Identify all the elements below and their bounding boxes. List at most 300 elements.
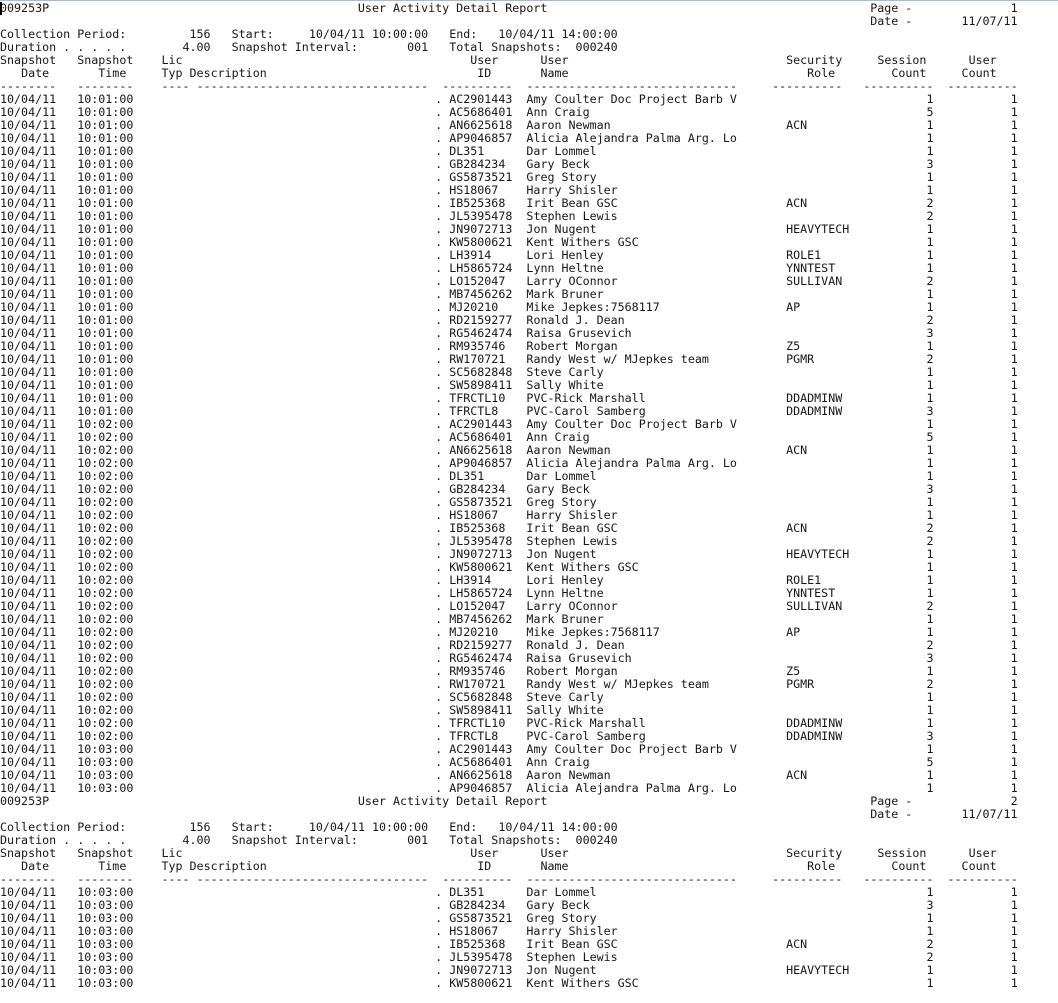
separator-dashes: ------------------------------ [526, 79, 737, 93]
user-name-cell: Sally White [526, 378, 604, 392]
user-name-cell: Greg Story [526, 170, 597, 184]
collection-period-value: 156 [189, 27, 211, 41]
user-count-cell: 1 [1010, 755, 1018, 769]
snapshot-time-cell: 10:01:00 [77, 248, 134, 262]
session-count-cell: 1 [926, 287, 934, 301]
session-count-cell: 3 [926, 404, 934, 418]
snapshot-date-cell: 10/04/11 [0, 521, 57, 535]
row-marker-dot: . [435, 521, 443, 535]
security-role-cell: DDADMINW [786, 391, 843, 405]
user-name-cell: Dar Lommel [526, 144, 597, 158]
row-marker-dot: . [435, 703, 443, 717]
user-id-cell: AN6625618 [449, 768, 513, 782]
snapshot-time-cell: 10:01:00 [77, 196, 134, 210]
user-name-cell: Randy West w/ MJepkes team [526, 677, 709, 691]
col-header-user: User [968, 846, 997, 860]
user-name-cell: Mark Bruner [526, 612, 604, 626]
user-count-cell: 1 [1010, 781, 1018, 795]
user-count-cell: 1 [1010, 443, 1018, 457]
session-count-cell: 1 [926, 222, 934, 236]
user-name-cell: Alicia Alejandra Palma Arg. Lo [526, 131, 737, 145]
snapshot-date-cell: 10/04/11 [0, 274, 57, 288]
session-count-cell: 3 [926, 651, 934, 665]
session-count-cell: 1 [926, 183, 934, 197]
snapshot-date-cell: 10/04/11 [0, 690, 57, 704]
user-id-cell: LH3914 [449, 573, 492, 587]
session-count-cell: 3 [926, 326, 934, 340]
snapshot-date-cell: 10/04/11 [0, 456, 57, 470]
user-count-cell: 1 [1010, 196, 1018, 210]
user-id-cell: TFRCTL10 [449, 716, 506, 730]
user-name-cell: Ronald J. Dean [526, 638, 625, 652]
session-count-cell: 5 [926, 430, 934, 444]
session-count-cell: 1 [926, 261, 934, 275]
user-count-cell: 1 [1010, 469, 1018, 483]
user-count-cell: 1 [1010, 677, 1018, 691]
user-count-cell: 1 [1010, 313, 1018, 327]
security-role-cell: ACN [786, 768, 808, 782]
snapshot-date-cell: 10/04/11 [0, 781, 57, 795]
security-role-cell: AP [786, 625, 801, 639]
snapshot-date-cell: 10/04/11 [0, 326, 57, 340]
user-id-cell: MB7456262 [449, 612, 513, 626]
row-marker-dot: . [435, 638, 443, 652]
user-id-cell: SW5898411 [449, 378, 513, 392]
session-count-cell: 1 [926, 456, 934, 470]
user-name-cell: Harry Shisler [526, 924, 618, 938]
row-marker-dot: . [435, 755, 443, 769]
row-marker-dot: . [435, 508, 443, 522]
session-count-cell: 1 [926, 625, 934, 639]
session-count-cell: 1 [926, 573, 934, 587]
col-header-snapshot: Snapshot [0, 53, 57, 67]
session-count-cell: 1 [926, 742, 934, 756]
user-name-cell: Harry Shisler [526, 183, 618, 197]
user-count-cell: 1 [1010, 365, 1018, 379]
snapshot-date-cell: 10/04/11 [0, 716, 57, 730]
snapshot-date-cell: 10/04/11 [0, 560, 57, 574]
row-marker-dot: . [435, 599, 443, 613]
session-count-cell: 1 [926, 339, 934, 353]
snapshot-time-cell: 10:03:00 [77, 950, 134, 964]
col-header-time: Time [98, 66, 127, 80]
collection-period-value: 156 [189, 820, 211, 834]
session-count-cell: 3 [926, 898, 934, 912]
user-count-cell: 1 [1010, 716, 1018, 730]
snapshot-date-cell: 10/04/11 [0, 534, 57, 548]
separator-dashes: ---------- [442, 79, 513, 93]
user-count-cell: 1 [1010, 768, 1018, 782]
security-role-cell: PGMR [786, 677, 815, 691]
snapshot-interval-label: Snapshot Interval: [231, 40, 358, 54]
row-marker-dot: . [435, 950, 443, 964]
col-header-session: Session [877, 846, 927, 860]
snapshot-date-cell: 10/04/11 [0, 248, 57, 262]
snapshot-time-cell: 10:02:00 [77, 729, 134, 743]
user-id-cell: AP9046857 [449, 456, 513, 470]
row-marker-dot: . [435, 196, 443, 210]
user-count-cell: 1 [1010, 599, 1018, 613]
snapshot-time-cell: 10:01:00 [77, 378, 134, 392]
separator-dashes: ---- [161, 79, 190, 93]
snapshot-time-cell: 10:01:00 [77, 118, 134, 132]
user-id-cell: KW5800621 [449, 976, 513, 990]
row-marker-dot: . [435, 287, 443, 301]
col-header-date: Date [21, 859, 50, 873]
user-name-cell: Mike Jepkes:7568117 [526, 300, 660, 314]
user-name-cell: Irit Bean GSC [526, 521, 618, 535]
start-label: Start: [231, 27, 274, 41]
snapshot-date-cell: 10/04/11 [0, 469, 57, 483]
session-count-cell: 1 [926, 131, 934, 145]
user-id-cell: JL5395478 [449, 209, 513, 223]
user-name-cell: PVC-Carol Samberg [526, 404, 646, 418]
col-header-user: User [540, 846, 569, 860]
user-id-cell: JN9072713 [449, 547, 513, 561]
snapshot-date-cell: 10/04/11 [0, 287, 57, 301]
snapshot-date-cell: 10/04/11 [0, 417, 57, 431]
separator-dashes: ------------------------------ [526, 872, 737, 886]
session-count-cell: 2 [926, 950, 934, 964]
user-count-cell: 1 [1010, 963, 1018, 977]
session-count-cell: 1 [926, 612, 934, 626]
page-number: 1 [1010, 1, 1018, 15]
snapshot-date-cell: 10/04/11 [0, 196, 57, 210]
user-name-cell: Larry OConnor [526, 599, 618, 613]
session-count-cell: 3 [926, 157, 934, 171]
user-name-cell: PVC-Carol Samberg [526, 729, 646, 743]
snapshot-time-cell: 10:01:00 [77, 300, 134, 314]
snapshot-date-cell: 10/04/11 [0, 495, 57, 509]
duration-label: Duration . . . . . [0, 833, 127, 847]
user-name-cell: Jon Nugent [526, 222, 597, 236]
user-name-cell: Ronald J. Dean [526, 313, 625, 327]
start-label: Start: [231, 820, 274, 834]
user-id-cell: JN9072713 [449, 963, 513, 977]
snapshot-date-cell: 10/04/11 [0, 612, 57, 626]
row-marker-dot: . [435, 560, 443, 574]
snapshot-date-cell: 10/04/11 [0, 911, 57, 925]
row-marker-dot: . [435, 976, 443, 990]
snapshot-time-cell: 10:01:00 [77, 313, 134, 327]
user-id-cell: JN9072713 [449, 222, 513, 236]
user-name-cell: Dar Lommel [526, 885, 597, 899]
security-role-cell: ACN [786, 118, 808, 132]
user-name-cell: Kent Withers GSC [526, 976, 639, 990]
snapshot-time-cell: 10:01:00 [77, 235, 134, 249]
user-name-cell: Lynn Heltne [526, 586, 604, 600]
date-label: Date - [870, 807, 913, 821]
snapshot-time-cell: 10:03:00 [77, 742, 134, 756]
user-id-cell: SC5682848 [449, 690, 513, 704]
snapshot-date-cell: 10/04/11 [0, 898, 57, 912]
col-header-typ: Typ [161, 66, 183, 80]
user-id-cell: RG5462474 [449, 651, 513, 665]
row-marker-dot: . [435, 716, 443, 730]
user-count-cell: 1 [1010, 144, 1018, 158]
row-marker-dot: . [435, 885, 443, 899]
snapshot-interval-value: 001 [407, 40, 429, 54]
col-header-date: Date [21, 66, 50, 80]
user-name-cell: Randy West w/ MJepkes team [526, 352, 709, 366]
separator-dashes: ---------- [772, 79, 843, 93]
snapshot-time-cell: 10:03:00 [77, 885, 134, 899]
session-count-cell: 1 [926, 690, 934, 704]
snapshot-date-cell: 10/04/11 [0, 703, 57, 717]
user-name-cell: Raisa Grusevich [526, 326, 632, 340]
row-marker-dot: . [435, 157, 443, 171]
session-count-cell: 1 [926, 443, 934, 457]
snapshot-date-cell: 10/04/11 [0, 157, 57, 171]
row-marker-dot: . [435, 300, 443, 314]
session-count-cell: 1 [926, 963, 934, 977]
user-id-cell: AC2901443 [449, 417, 513, 431]
user-id-cell: HS18067 [449, 508, 499, 522]
user-name-cell: Stephen Lewis [526, 209, 618, 223]
user-id-cell: AC5686401 [449, 430, 513, 444]
row-marker-dot: . [435, 313, 443, 327]
snapshot-interval-label: Snapshot Interval: [231, 833, 358, 847]
snapshot-date-cell: 10/04/11 [0, 209, 57, 223]
user-count-cell: 1 [1010, 222, 1018, 236]
user-count-cell: 1 [1010, 131, 1018, 145]
user-name-cell: Steve Carly [526, 690, 604, 704]
user-name-cell: PVC-Rick Marshall [526, 716, 646, 730]
snapshot-time-cell: 10:01:00 [77, 365, 134, 379]
snapshot-time-cell: 10:02:00 [77, 521, 134, 535]
row-marker-dot: . [435, 768, 443, 782]
row-marker-dot: . [435, 417, 443, 431]
snapshot-time-cell: 10:01:00 [77, 326, 134, 340]
user-count-cell: 1 [1010, 417, 1018, 431]
session-count-cell: 3 [926, 482, 934, 496]
session-count-cell: 1 [926, 560, 934, 574]
separator-dashes: ---------- [947, 872, 1018, 886]
session-count-cell: 5 [926, 755, 934, 769]
col-header-snapshot: Snapshot [0, 846, 57, 860]
user-count-cell: 1 [1010, 339, 1018, 353]
user-id-cell: IB525368 [449, 937, 506, 951]
user-id-cell: MJ20210 [449, 300, 499, 314]
snapshot-date-cell: 10/04/11 [0, 352, 57, 366]
snapshot-time-cell: 10:01:00 [77, 274, 134, 288]
security-role-cell: SULLIVAN [786, 274, 843, 288]
snapshot-date-cell: 10/04/11 [0, 365, 57, 379]
col-header-lic: Lic [161, 53, 183, 67]
session-count-cell: 2 [926, 521, 934, 535]
row-marker-dot: . [435, 456, 443, 470]
session-count-cell: 1 [926, 586, 934, 600]
row-marker-dot: . [435, 586, 443, 600]
user-count-cell: 1 [1010, 534, 1018, 548]
separator-dashes: -------- [77, 79, 134, 93]
snapshot-date-cell: 10/04/11 [0, 508, 57, 522]
snapshot-time-cell: 10:01:00 [77, 92, 134, 106]
user-id-cell: AP9046857 [449, 131, 513, 145]
user-count-cell: 1 [1010, 560, 1018, 574]
row-marker-dot: . [435, 690, 443, 704]
snapshot-time-cell: 10:03:00 [77, 898, 134, 912]
row-marker-dot: . [435, 118, 443, 132]
row-marker-dot: . [435, 248, 443, 262]
session-count-cell: 2 [926, 534, 934, 548]
user-id-cell: AN6625618 [449, 443, 513, 457]
snapshot-time-cell: 10:02:00 [77, 690, 134, 704]
user-name-cell: Greg Story [526, 911, 597, 925]
snapshot-time-cell: 10:01:00 [77, 209, 134, 223]
user-name-cell: Steve Carly [526, 365, 604, 379]
row-marker-dot: . [435, 144, 443, 158]
session-count-cell: 1 [926, 768, 934, 782]
separator-dashes: ---------- [947, 79, 1018, 93]
snapshot-time-cell: 10:02:00 [77, 716, 134, 730]
user-id-cell: GB284234 [449, 482, 506, 496]
row-marker-dot: . [435, 443, 443, 457]
start-value: 10/04/11 10:00:00 [308, 27, 429, 41]
user-name-cell: Greg Story [526, 495, 597, 509]
col-header-role: Role [807, 66, 836, 80]
snapshot-time-cell: 10:02:00 [77, 638, 134, 652]
report-title: User Activity Detail Report [357, 794, 548, 808]
security-role-cell: DDADMINW [786, 404, 843, 418]
user-id-cell: AC5686401 [449, 755, 513, 769]
row-marker-dot: . [435, 378, 443, 392]
user-name-cell: PVC-Rick Marshall [526, 391, 646, 405]
row-marker-dot: . [435, 469, 443, 483]
user-id-cell: AN6625618 [449, 118, 513, 132]
user-count-cell: 1 [1010, 573, 1018, 587]
snapshot-time-cell: 10:03:00 [77, 781, 134, 795]
user-name-cell: Robert Morgan [526, 339, 618, 353]
snapshot-date-cell: 10/04/11 [0, 768, 57, 782]
session-count-cell: 2 [926, 209, 934, 223]
collection-period-label: Collection Period: [0, 27, 127, 41]
security-role-cell: Z5 [786, 339, 801, 353]
report-document [0, 2, 1018, 990]
user-count-cell: 1 [1010, 651, 1018, 665]
user-id-cell: DL351 [449, 885, 485, 899]
user-count-cell: 1 [1010, 378, 1018, 392]
user-count-cell: 1 [1010, 664, 1018, 678]
security-role-cell: Z5 [786, 664, 801, 678]
snapshot-time-cell: 10:01:00 [77, 287, 134, 301]
user-name-cell: Stephen Lewis [526, 950, 618, 964]
user-name-cell: Amy Coulter Doc Project Barb V [526, 92, 737, 106]
user-id-cell: RD2159277 [449, 313, 513, 327]
snapshot-time-cell: 10:02:00 [77, 703, 134, 717]
snapshot-time-cell: 10:02:00 [77, 456, 134, 470]
snapshot-time-cell: 10:02:00 [77, 664, 134, 678]
user-id-cell: GS5873521 [449, 495, 513, 509]
row-marker-dot: . [435, 105, 443, 119]
end-value: 10/04/11 14:00:00 [498, 820, 618, 834]
session-count-cell: 2 [926, 313, 934, 327]
user-name-cell: Stephen Lewis [526, 534, 618, 548]
row-marker-dot: . [435, 664, 443, 678]
col-header-description: Description [189, 859, 267, 873]
snapshot-date-cell: 10/04/11 [0, 950, 57, 964]
snapshot-date-cell: 10/04/11 [0, 430, 57, 444]
snapshot-date-cell: 10/04/11 [0, 261, 57, 275]
user-id-cell: LH5865724 [449, 586, 513, 600]
user-count-cell: 1 [1010, 690, 1018, 704]
user-name-cell: Alicia Alejandra Palma Arg. Lo [526, 781, 737, 795]
session-count-cell: 1 [926, 547, 934, 561]
row-marker-dot: . [435, 482, 443, 496]
snapshot-time-cell: 10:01:00 [77, 261, 134, 275]
user-id-cell: KW5800621 [449, 235, 513, 249]
snapshot-time-cell: 10:03:00 [77, 976, 134, 990]
snapshot-date-cell: 10/04/11 [0, 170, 57, 184]
snapshot-time-cell: 10:01:00 [77, 157, 134, 171]
col-header-session: Session [877, 53, 927, 67]
snapshot-date-cell: 10/04/11 [0, 222, 57, 236]
session-count-cell: 2 [926, 599, 934, 613]
user-name-cell: Jon Nugent [526, 547, 597, 561]
user-name-cell: Ann Craig [526, 755, 590, 769]
snapshot-date-cell: 10/04/11 [0, 482, 57, 496]
row-marker-dot: . [435, 963, 443, 977]
user-count-cell: 1 [1010, 885, 1018, 899]
snapshot-time-cell: 10:03:00 [77, 924, 134, 938]
user-id-cell: MJ20210 [449, 625, 499, 639]
user-name-cell: Lori Henley [526, 248, 604, 262]
user-id-cell: GS5873521 [449, 911, 513, 925]
page-label: Page - [870, 1, 913, 15]
program-id: 009253P [0, 1, 50, 15]
duration-value: 4.00 [182, 40, 211, 54]
session-count-cell: 1 [926, 300, 934, 314]
user-id-cell: IB525368 [449, 521, 506, 535]
snapshot-interval-value: 001 [407, 833, 429, 847]
snapshot-time-cell: 10:02:00 [77, 599, 134, 613]
user-id-cell: GB284234 [449, 157, 506, 171]
row-marker-dot: . [435, 365, 443, 379]
session-count-cell: 1 [926, 885, 934, 899]
user-count-cell: 1 [1010, 352, 1018, 366]
user-id-cell: TFRCTL8 [449, 729, 499, 743]
user-name-cell: Raisa Grusevich [526, 651, 632, 665]
security-role-cell: DDADMINW [786, 729, 843, 743]
snapshot-date-cell: 10/04/11 [0, 651, 57, 665]
user-name-cell: Larry OConnor [526, 274, 618, 288]
row-marker-dot: . [435, 209, 443, 223]
security-role-cell: ACN [786, 937, 808, 951]
session-count-cell: 1 [926, 118, 934, 132]
row-marker-dot: . [435, 651, 443, 665]
session-count-cell: 1 [926, 976, 934, 990]
row-marker-dot: . [435, 677, 443, 691]
snapshot-date-cell: 10/04/11 [0, 976, 57, 990]
session-count-cell: 1 [926, 378, 934, 392]
session-count-cell: 1 [926, 469, 934, 483]
snapshot-time-cell: 10:03:00 [77, 963, 134, 977]
user-name-cell: Aaron Newman [526, 118, 611, 132]
row-marker-dot: . [435, 339, 443, 353]
snapshot-time-cell: 10:02:00 [77, 443, 134, 457]
snapshot-time-cell: 10:02:00 [77, 547, 134, 561]
report-row [0, 977, 1018, 990]
end-label: End: [449, 820, 478, 834]
col-header-id: ID [477, 859, 492, 873]
session-count-cell: 1 [926, 235, 934, 249]
security-role-cell: ACN [786, 196, 808, 210]
snapshot-time-cell: 10:02:00 [77, 560, 134, 574]
snapshot-time-cell: 10:01:00 [77, 391, 134, 405]
col-header-snapshot: Snapshot [77, 846, 134, 860]
security-role-cell: ROLE1 [786, 573, 822, 587]
session-count-cell: 1 [926, 508, 934, 522]
